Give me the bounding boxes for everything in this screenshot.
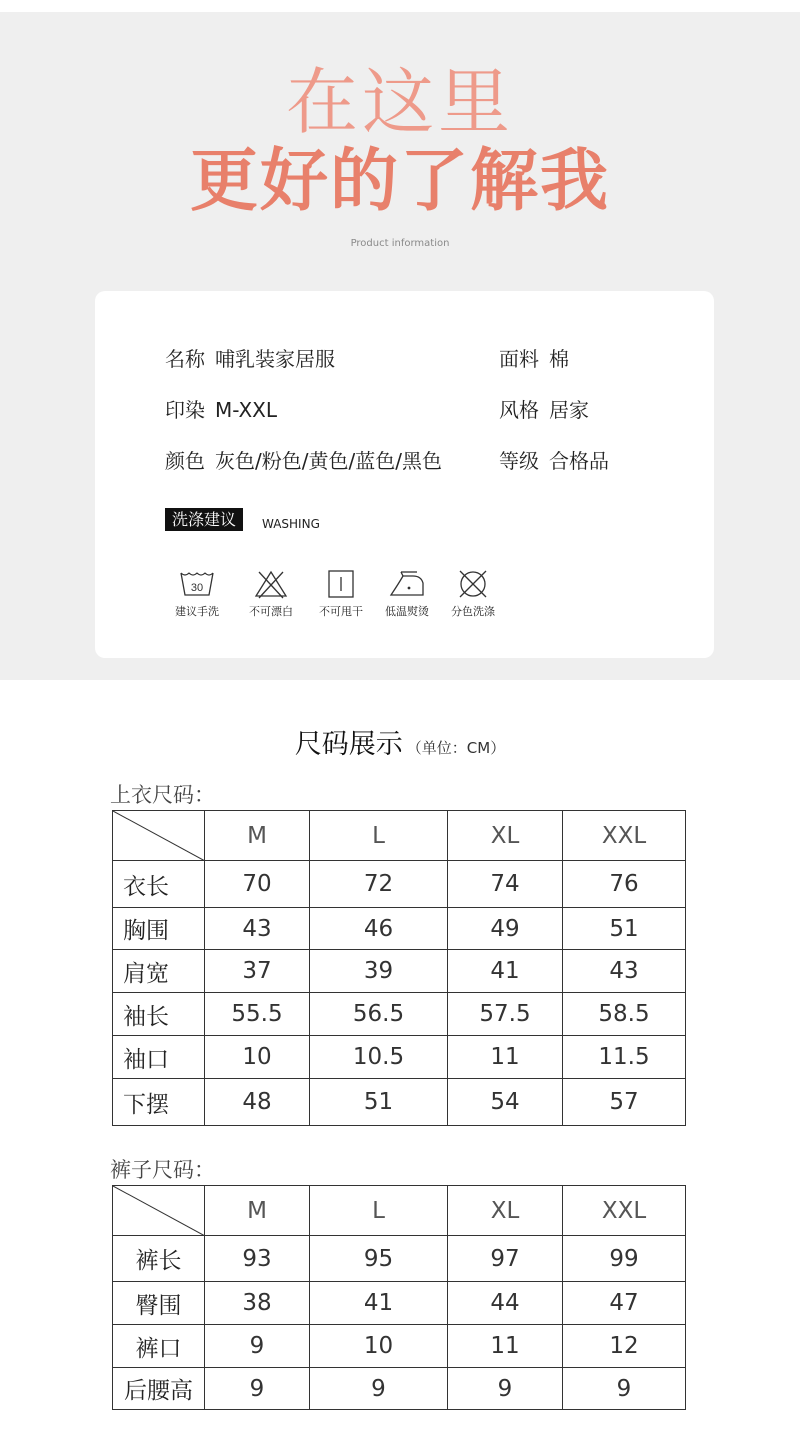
table-row (113, 908, 686, 950)
headline-line1: 在这里 (285, 60, 514, 144)
table-cell: 93 (205, 1236, 310, 1282)
table-cell: 47 (563, 1282, 686, 1325)
spec-value: 哺乳装家居服 (215, 347, 335, 371)
table-row (113, 1079, 686, 1126)
table-cell: 11.5 (563, 1036, 686, 1079)
table-cell: 43 (563, 950, 686, 993)
wash-label: 不可甩干 (319, 605, 363, 618)
wash-item-separate-wash (438, 569, 508, 619)
row-header: 臀围 (113, 1282, 205, 1325)
spec-value: 居家 (549, 398, 589, 422)
wash-item-no-bleach (236, 569, 306, 619)
row-header: 下摆 (113, 1079, 205, 1126)
spec-print (165, 394, 277, 423)
table-cell: 39 (310, 950, 448, 993)
table-cell: 11 (448, 1325, 563, 1368)
pants-size-table (112, 1185, 686, 1410)
table-cell: 76 (563, 861, 686, 908)
spec-grade (499, 445, 609, 474)
table-cell: 9 (205, 1325, 310, 1368)
product-info-card (95, 291, 714, 658)
table-cell: 9 (563, 1368, 686, 1410)
wash-label: 不可漂白 (249, 605, 293, 618)
table-cell: 37 (205, 950, 310, 993)
top-size-label: 上衣尺码： (110, 783, 215, 807)
table-row (113, 993, 686, 1036)
row-header: 袖长 (113, 993, 205, 1036)
table-cell: 56.5 (310, 993, 448, 1036)
wash-label: 低温熨烫 (385, 605, 429, 618)
row-header: 胸围 (113, 908, 205, 950)
table-row (113, 1325, 686, 1368)
table-cell: 43 (205, 908, 310, 950)
table-row (113, 1036, 686, 1079)
headline-line2: 更好的了解我 (189, 142, 610, 221)
table-cell: 41 (310, 1282, 448, 1325)
table-cell: 97 (448, 1236, 563, 1282)
table-cell: 44 (448, 1282, 563, 1325)
wash-item-hand-wash (162, 569, 232, 619)
spec-value: 灰色/粉色/黄色/蓝色/黑色 (215, 449, 442, 473)
spec-key: 风格 (499, 398, 539, 422)
table-cell: 48 (205, 1079, 310, 1126)
spec-color (165, 445, 442, 474)
spec-value: 棉 (549, 347, 569, 371)
table-cell: 38 (205, 1282, 310, 1325)
low-temp-iron-icon (387, 569, 427, 599)
table-cell: 10.5 (310, 1036, 448, 1079)
row-header: 袖口 (113, 1036, 205, 1079)
table-cell: 12 (563, 1325, 686, 1368)
row-header: 后腰高 (113, 1368, 205, 1410)
spec-name (165, 343, 335, 372)
size-header: XL (448, 1186, 563, 1236)
top-size-table (112, 810, 686, 1126)
table-cell: 9 (448, 1368, 563, 1410)
table-cell: 57.5 (448, 993, 563, 1036)
spec-key: 面料 (499, 347, 539, 371)
table-cell: 57 (563, 1079, 686, 1126)
table-cell: 11 (448, 1036, 563, 1079)
top-strip (0, 0, 800, 12)
spec-key: 颜色 (165, 449, 205, 473)
spec-key: 印染 (165, 398, 205, 422)
table-cell: 51 (563, 908, 686, 950)
size-header: M (205, 1186, 310, 1236)
table-cell: 74 (448, 861, 563, 908)
table-cell: 58.5 (563, 993, 686, 1036)
table-cell: 99 (563, 1236, 686, 1282)
tagline: Product information (350, 238, 450, 249)
no-spin-dry-icon (321, 569, 361, 599)
wash-label: 分色洗涤 (451, 605, 495, 618)
table-cell: 72 (310, 861, 448, 908)
table-header-row (113, 1186, 686, 1236)
hand-wash-30-icon (177, 569, 217, 599)
table-row (113, 861, 686, 908)
row-header: 衣长 (113, 861, 205, 908)
wash-temp: 30 (190, 582, 204, 594)
wash-label: 建议手洗 (175, 605, 219, 618)
row-header: 肩宽 (113, 950, 205, 993)
wash-item-low-temp-iron (372, 569, 442, 619)
row-header: 裤口 (113, 1325, 205, 1368)
wash-item-no-spin-dry (306, 569, 376, 619)
table-cell: 51 (310, 1079, 448, 1126)
wash-separately-icon (453, 569, 493, 599)
spec-style (499, 394, 589, 423)
table-row (113, 950, 686, 993)
no-bleach-icon (251, 569, 291, 599)
table-row (113, 1282, 686, 1325)
table-header-row (113, 811, 686, 861)
washing-badge: 洗涤建议 (165, 508, 243, 531)
table-cell: 10 (310, 1325, 448, 1368)
size-header: XL (448, 811, 563, 861)
spec-key: 等级 (499, 449, 539, 473)
spec-value: 合格品 (549, 449, 609, 473)
table-cell: 55.5 (205, 993, 310, 1036)
row-header: 裤长 (113, 1236, 205, 1282)
size-title: 尺码展示 (294, 729, 403, 760)
size-section-title (0, 722, 800, 761)
table-cell: 54 (448, 1079, 563, 1126)
size-header: M (205, 811, 310, 861)
spec-key: 名称 (165, 347, 205, 371)
spec-fabric (499, 343, 569, 372)
corner-cell (113, 1186, 205, 1236)
table-cell: 95 (310, 1236, 448, 1282)
pants-size-label: 裤子尺码： (110, 1158, 215, 1182)
table-cell: 70 (205, 861, 310, 908)
table-row (113, 1368, 686, 1410)
table-cell: 9 (205, 1368, 310, 1410)
table-cell: 10 (205, 1036, 310, 1079)
table-row (113, 1236, 686, 1282)
table-cell: 46 (310, 908, 448, 950)
size-header: L (310, 1186, 448, 1236)
washing-english-label: WASHING (262, 517, 320, 531)
size-header: XXL (563, 811, 686, 861)
corner-cell (113, 811, 205, 861)
size-header: XXL (563, 1186, 686, 1236)
size-unit: （单位：CM） (406, 739, 506, 757)
spec-value: M-XXL (215, 398, 278, 422)
table-cell: 9 (310, 1368, 448, 1410)
table-cell: 41 (448, 950, 563, 993)
table-cell: 49 (448, 908, 563, 950)
size-header: L (310, 811, 448, 861)
